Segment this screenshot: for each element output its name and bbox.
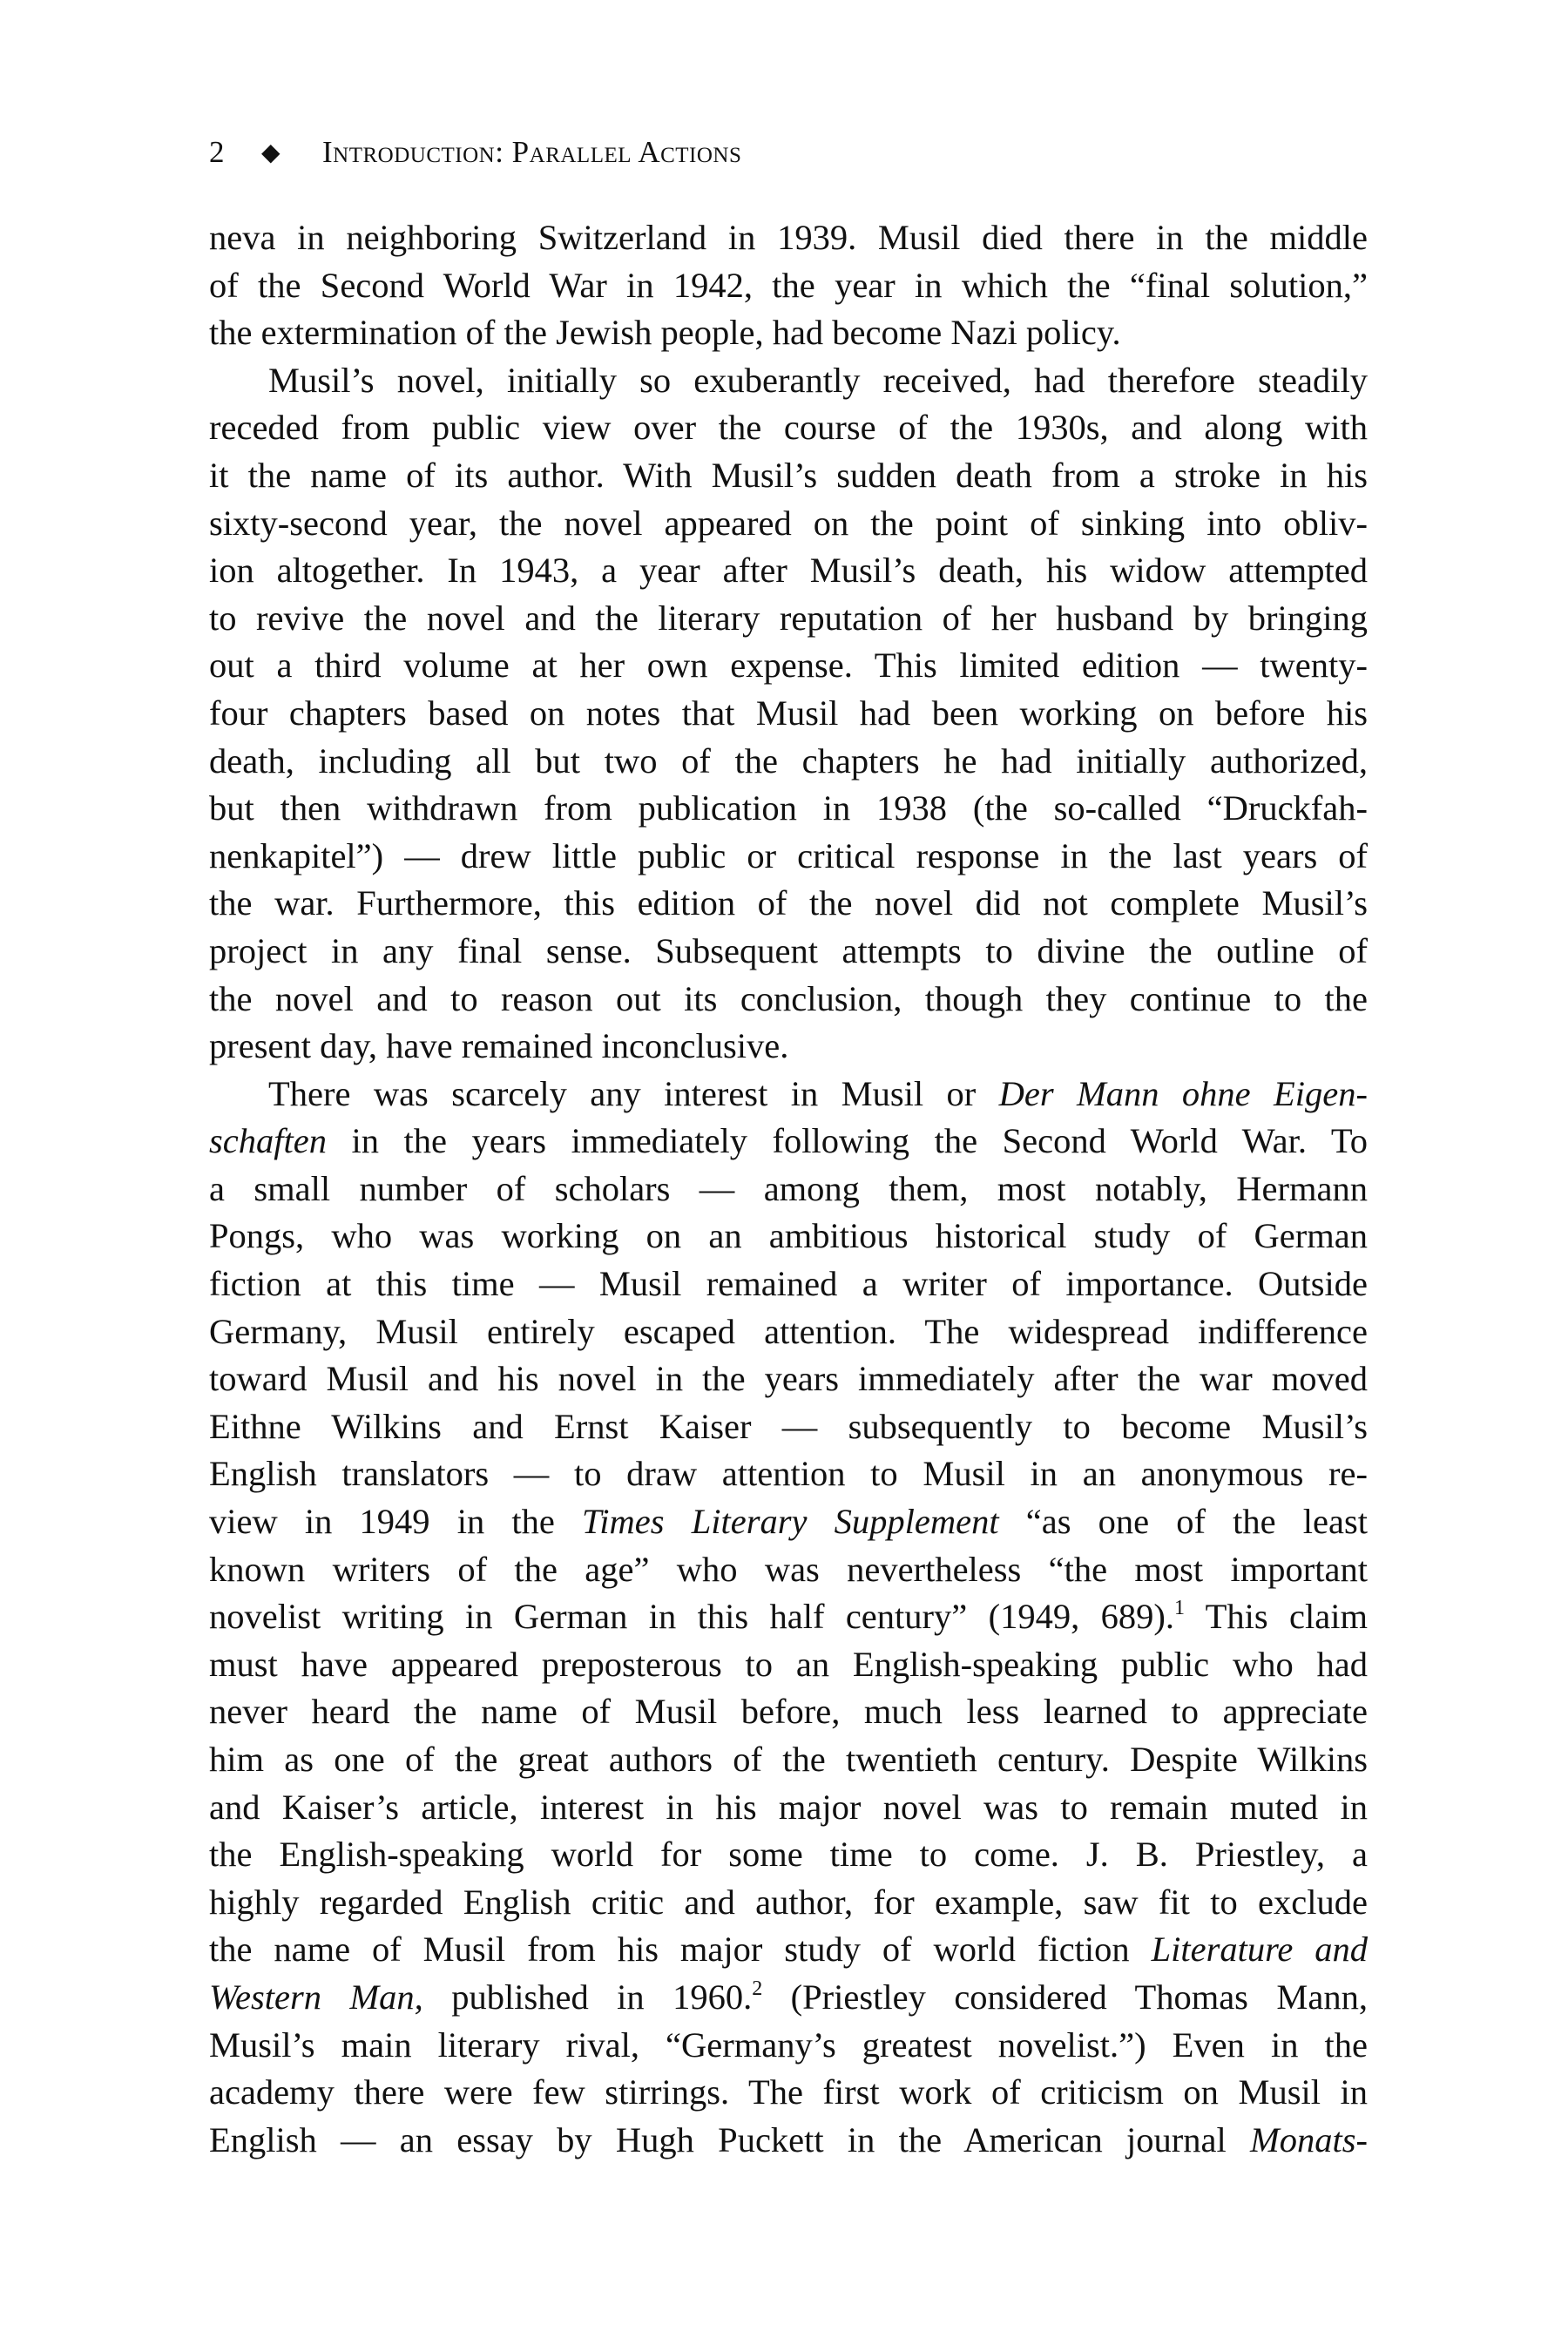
paragraph-first-line: Musil’s novel, initially so exuberantly received, had therefore steadily (268, 360, 1368, 400)
text-line: and Kaiser’s article, interest in his major novel was to remain muted in (209, 1787, 1368, 1827)
book-title-italic: Der Mann ohne Eigen- (998, 1073, 1369, 1113)
book-title-italic: Literature and (1151, 1930, 1368, 1970)
text-line: out a third volume at her own expense. This limited edition — twenty- (209, 645, 1368, 686)
text-line: English — an essay by Hugh Puckett in the American journal Monats- (209, 2119, 1368, 2159)
text-line: Pongs, who was working on an ambitious historical study of German (209, 1216, 1368, 1256)
text-line: known writers of the age” who was nevertheless “the most important (209, 1549, 1368, 1589)
running-head-title: Introduction: Parallel Actions (322, 135, 742, 169)
book-title-italic: schaften (209, 1121, 327, 1161)
text-line: but then withdrawn from publication in 1938 (the so-called “Druckfah- (209, 788, 1368, 828)
footnote-marker: 2 (752, 1977, 763, 2000)
text-line: toward Musil and his novel in the years immediately after the war moved (209, 1359, 1368, 1399)
journal-title-italic: Times Literary Supplement (582, 1502, 999, 1542)
text-line: death, including all but two of the chapters he had initially authorized, (209, 740, 1368, 781)
text-line: view in 1949 in the Times Literary Supplement “as one of the least (209, 1502, 1368, 1542)
paragraph-first-line: There was scarcely any interest in Musil or Der Mann ohne Eigen- (268, 1073, 1369, 1113)
text-line: fiction at this time — Musil remained a writer of importance. Outside (209, 1264, 1368, 1304)
body-text (209, 214, 1368, 2164)
text-line: ion altogether. In 1943, a year after Musil’s death, his widow attempted (209, 551, 1368, 591)
text-line: Musil’s main literary rival, “Germany’s greatest novelist.”) Even in the (209, 2024, 1368, 2065)
text-line: Eithne Wilkins and Ernst Kaiser — subsequently to become Musil’s (209, 1406, 1368, 1446)
text-line: the extermination of the Jewish people, had become Nazi policy. (209, 313, 1121, 353)
text-line: the name of Musil from his major study of world fiction Literature and (209, 1930, 1368, 1970)
text-line: never heard the name of Musil before, much less learned to appreciate (209, 1692, 1368, 1732)
text-line: four chapters based on notes that Musil had been working on before his (209, 693, 1368, 733)
journal-title-italic: Monats- (1250, 2119, 1368, 2159)
text-line: of the Second World War in 1942, the year in which the “final solution,” (209, 265, 1368, 305)
footnote-marker: 1 (1174, 1597, 1185, 1620)
text-line: highly regarded English critic and author, for example, saw fit to exclude (209, 1882, 1368, 1922)
text-line: the English-speaking world for some time to come. J. B. Priestley, a (209, 1835, 1368, 1875)
text-line: receded from public view over the course of the 1930s, and along with (209, 408, 1368, 448)
text-line: novelist writing in German in this half century” (1949, 689).$^1$ This claim (209, 1597, 1368, 1637)
text-line: must have appeared preposterous to an English-speaking public who had (209, 1644, 1368, 1684)
text-line: nenkapitel”) — drew little public or critical response in the last years of (209, 835, 1368, 875)
text-line: Germany, Musil entirely escaped attention. The widespread indifference (209, 1311, 1368, 1351)
text-line: a small number of scholars — among them, most notably, Hermann (209, 1168, 1368, 1208)
text-line: project in any final sense. Subsequent attempts to divine the outline of (209, 930, 1368, 970)
text-line: the war. Furthermore, this edition of the novel did not complete Musil’s (209, 883, 1368, 923)
text-line: academy there were few stirrings. The first work of criticism on Musil in (209, 2072, 1368, 2112)
text-line: sixty-second year, the novel appeared on the point of sinking into obliv- (209, 503, 1368, 543)
running-head (209, 131, 1376, 175)
text-line: Western Man, published in 1960.$^2$ (Priestley considered Thomas Mann, (209, 1977, 1368, 2017)
text-line: schaften in the years immediately following the Second World War. To (209, 1121, 1368, 1161)
text-line: present day, have remained inconclusive. (209, 1026, 789, 1066)
book-title-italic: Western Man, (209, 1977, 423, 2017)
text-line: English translators — to draw attention to Musil in an anonymous re- (209, 1454, 1368, 1494)
text-line: him as one of the great authors of the twentieth century. Despite Wilkins (209, 1740, 1368, 1779)
text-line: to revive the novel and the literary reputation of her husband by bringing (209, 598, 1368, 638)
diamond-ornament-icon: ◆ (261, 139, 280, 166)
page-number: 2 (209, 135, 225, 169)
text-line: the novel and to reason out its conclusion, though they continue to the (209, 978, 1368, 1018)
text-line: it the name of its author. With Musil’s sudden death from a stroke in his (209, 455, 1368, 495)
text-line: neva in neighboring Switzerland in 1939. Musil died there in the middle (209, 218, 1368, 257)
